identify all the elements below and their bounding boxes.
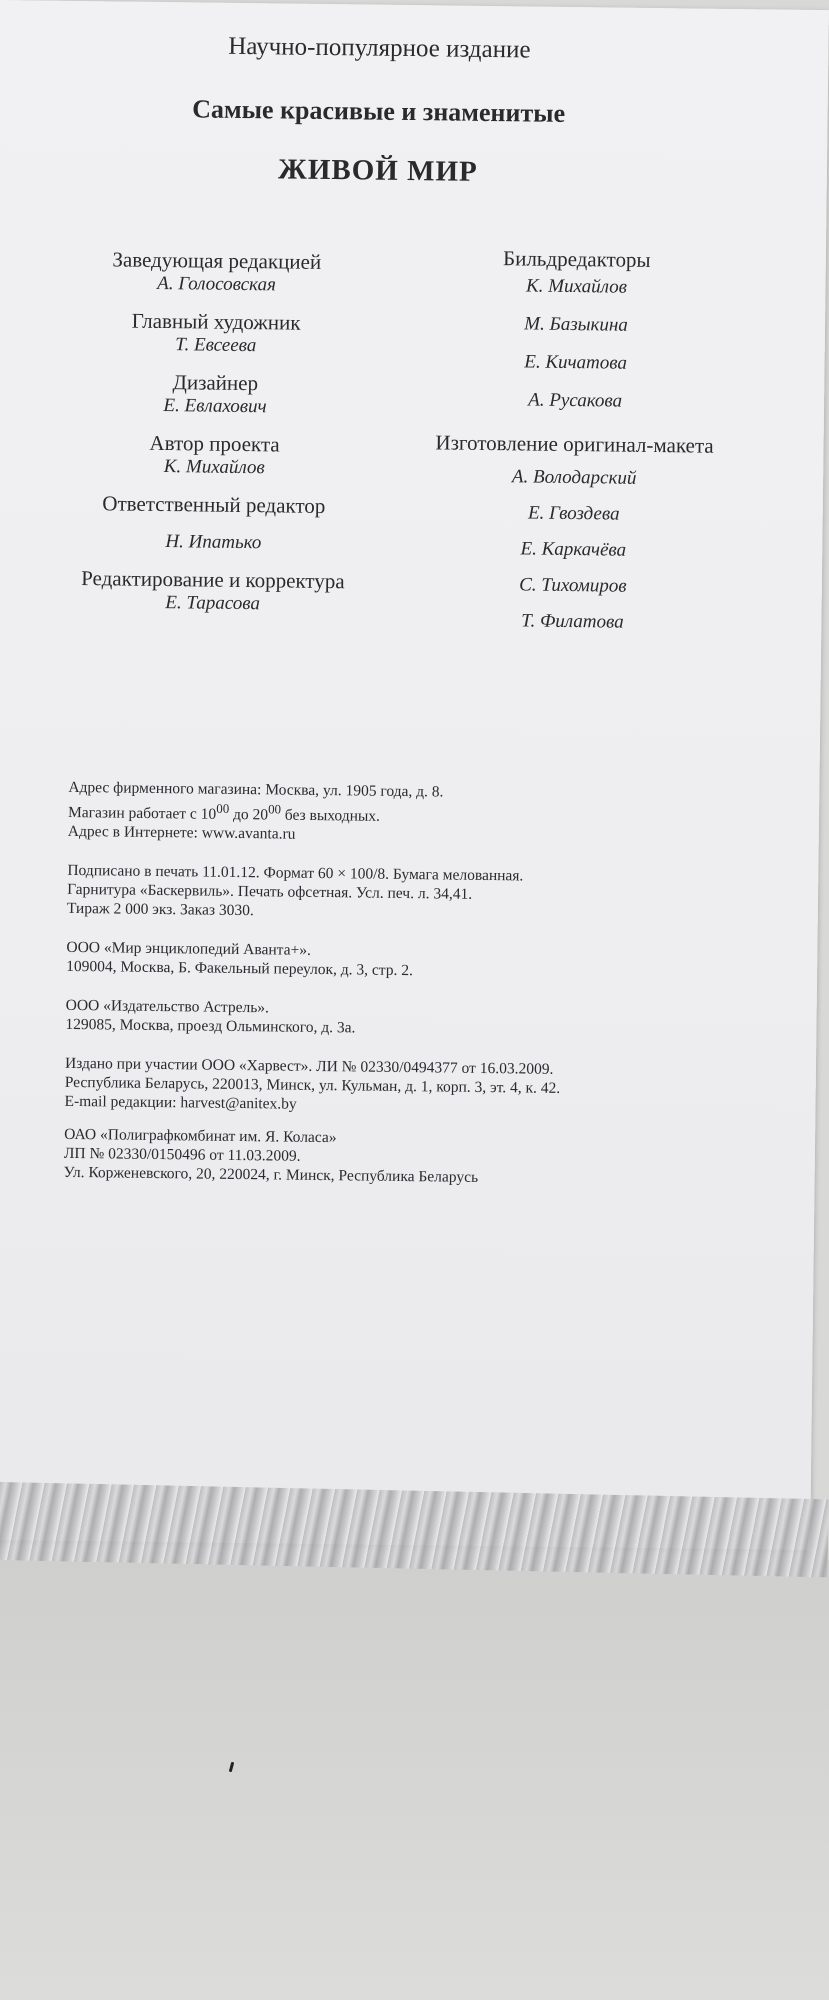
publisher-name: ООО «Мир энциклопедий Аванта+». bbox=[66, 939, 311, 960]
publisher-astrel bbox=[65, 996, 705, 1042]
credit-role: Дизайнер bbox=[172, 370, 259, 396]
credits-right-column bbox=[387, 245, 762, 635]
table-surface bbox=[0, 1560, 829, 2000]
credit-group bbox=[23, 565, 404, 617]
publisher-avanta bbox=[66, 938, 706, 984]
credit-group bbox=[23, 490, 404, 556]
credit-role: Ответственный редактор bbox=[102, 491, 326, 519]
printer-line: ОАО «Полиграфкомбинат им. Я. Коласа» bbox=[64, 1126, 337, 1147]
credit-name: Е. Кичатова bbox=[524, 351, 628, 374]
credit-name: К. Михайлов bbox=[525, 275, 628, 298]
harvest-info bbox=[64, 1054, 705, 1119]
series-title: Самые красивые и знаменитые bbox=[192, 94, 566, 128]
harvest-line: Издано при участии ООО «Харвест». ЛИ № 02330/0494377 от 16.03.2009. bbox=[64, 1055, 554, 1078]
credit-group bbox=[25, 368, 406, 420]
credit-name: Е. Каркачёва bbox=[520, 538, 627, 561]
print-details bbox=[67, 861, 708, 926]
publisher-address: 109004, Москва, Б. Факельный переулок, д. 3, стр. 2. bbox=[66, 958, 414, 980]
credit-name: К. Михайлов bbox=[163, 456, 265, 479]
credit-name: С. Тихомиров bbox=[519, 574, 627, 597]
open-hour-sup: 00 bbox=[216, 800, 230, 816]
harvest-line: E-mail редакции: harvest@anitex.by bbox=[64, 1093, 297, 1113]
harvest-line: Республика Беларусь, 220013, Минск, ул. Кульман, д. 1, корп. 3, эт. 4, к. 42. bbox=[64, 1074, 561, 1098]
credit-name: Е. Гвоздева bbox=[527, 502, 620, 525]
shop-hours-mid: до 20 bbox=[229, 806, 269, 824]
credit-role: Изготовление оригинал-макета bbox=[435, 430, 714, 458]
shop-hours-prefix: Магазин работает с 10 bbox=[67, 804, 217, 823]
book-title: ЖИВОЙ МИР bbox=[277, 153, 478, 188]
publisher-address: 129085, Москва, проезд Ольминского, д. 3а. bbox=[65, 1016, 356, 1037]
print-line: Гарнитура «Баскервиль». Печать офсетная. Усл. печ. л. 34,41. bbox=[67, 881, 473, 903]
credit-group bbox=[390, 245, 762, 415]
credit-role: Главный художник bbox=[131, 308, 301, 335]
shop-hours-suffix: без выходных. bbox=[280, 806, 381, 825]
credit-group bbox=[387, 430, 759, 636]
printer-info bbox=[64, 1125, 705, 1190]
shop-address: Адрес фирменного магазина: Москва, ул. 1905 года, д. 8. bbox=[68, 778, 444, 801]
credit-name: Н. Ипатько bbox=[165, 531, 262, 554]
credit-group bbox=[26, 307, 407, 359]
credit-role: Редактирование и корректура bbox=[81, 566, 345, 594]
publisher-name: ООО «Издательство Астрель». bbox=[65, 997, 270, 1017]
printer-line: Ул. Корженевского, 20, 220024, г. Минск, Республика Беларусь bbox=[63, 1164, 479, 1187]
credits-left-column bbox=[23, 246, 407, 617]
credit-role: Заведующая редакцией bbox=[112, 247, 322, 274]
credit-name: Е. Тарасова bbox=[165, 592, 261, 615]
credit-name: Е. Евлахович bbox=[163, 395, 267, 418]
credit-name: М. Базыкина bbox=[524, 313, 629, 336]
imprint-block bbox=[63, 778, 708, 1210]
print-line: Тираж 2 000 экз. Заказ 3030. bbox=[66, 900, 254, 920]
credit-name: А. Володарский bbox=[511, 466, 637, 489]
credit-role: Автор проекта bbox=[149, 430, 280, 457]
credit-group bbox=[26, 246, 407, 298]
credit-name: А. Русакова bbox=[528, 389, 623, 412]
credit-name: Т. Филатова bbox=[521, 610, 624, 633]
printer-line: ЛП № 02330/0150496 от 11.03.2009. bbox=[63, 1145, 301, 1165]
credit-group bbox=[24, 429, 405, 481]
shop-info bbox=[68, 778, 709, 849]
close-hour-sup: 00 bbox=[268, 801, 282, 817]
credit-role: Бильдредакторы bbox=[502, 246, 651, 272]
edition-type: Научно-популярное издание bbox=[228, 32, 531, 64]
credit-name: А. Голосовская bbox=[157, 272, 276, 296]
print-line: Подписано в печать 11.01.12. Формат 60 × 100/8. Бумага мелованная. bbox=[67, 862, 524, 885]
credit-name: Т. Евсеева bbox=[175, 334, 257, 357]
website: Адрес в Интернете: www.avanta.ru bbox=[67, 823, 296, 843]
